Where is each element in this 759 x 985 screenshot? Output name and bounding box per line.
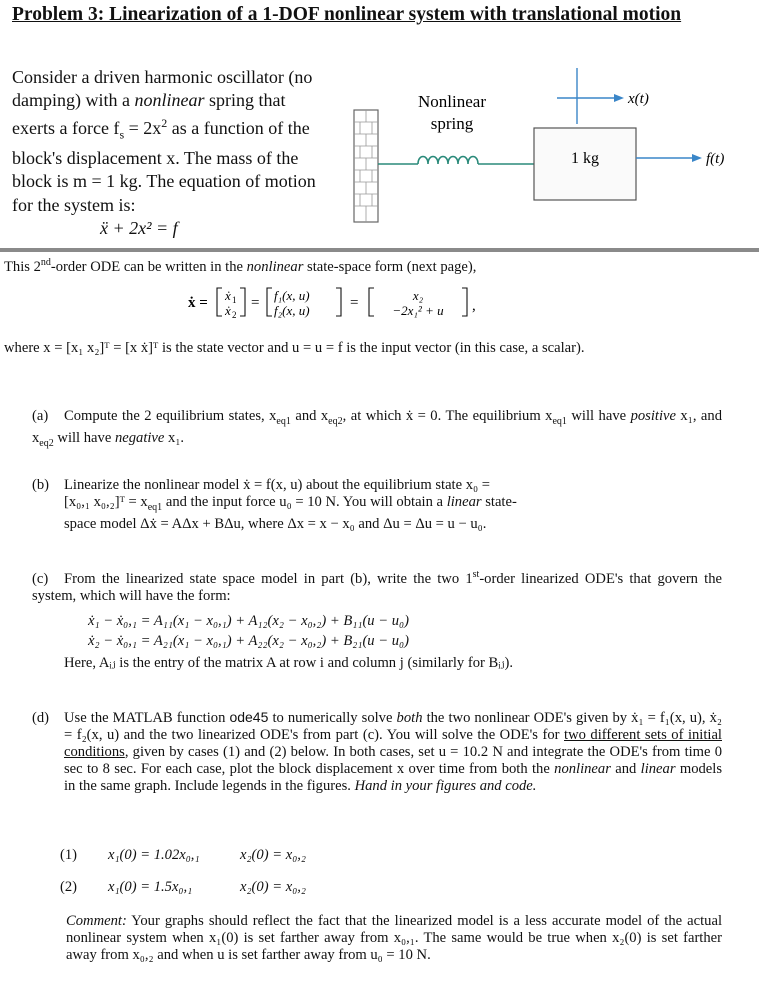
intro-text: spring that exerts a force f — [12, 90, 286, 139]
part-emph: Hand in your figures and code. — [354, 778, 537, 794]
case-x1: x₁(0) = 1.5x₀,₁ — [108, 879, 193, 895]
linearized-ode-2: ẋ₂ − ẋ₀,₁ = A₂₁(x₁ − x₀,₁) + A₂₂(x₂ − x₀,₂) + B₂₁(u − u₀) — [88, 632, 409, 649]
part-text: , given by cases (1) and (2) below. In both cases, set u = 10.2 N and integrate the ODE's from time 0 sec to 8 sec. For each case, plot the block displacement x over time from both the — [64, 744, 722, 777]
part-b — [32, 477, 722, 533]
part-text: Compute the 2 equilibrium states, x — [64, 408, 277, 424]
linearized-ode-1: ẋ₁ − ẋ₀,₁ = A₁₁(x₁ − x₀,₁) + A₁₂(x₂ − x₀,₂) + B₁₁(u − u₀) — [88, 612, 409, 629]
underlined-text: two different sets of initial conditions — [64, 727, 722, 760]
vector-subscript: 2 — [232, 310, 237, 320]
part-label: (a) — [32, 408, 49, 424]
force-label: f(t) — [706, 151, 725, 167]
part-text: models in the same graph. Include legends in the figures. — [64, 761, 722, 794]
intro-emph: nonlinear — [134, 90, 205, 111]
subscript: eq1 — [552, 415, 567, 427]
part-text: Linearize the nonlinear model ẋ = f(x, u) about the equilibrium state x₀ = — [64, 477, 490, 493]
initial-condition-case-1 — [60, 847, 306, 864]
para-text: -order ODE can be written in the — [50, 258, 247, 275]
equation-of-motion: ẍ + 2x² = f — [100, 217, 178, 238]
part-text: and x — [290, 408, 329, 424]
part-c — [32, 566, 722, 672]
part-text: state- — [481, 494, 517, 510]
part-emph: both — [396, 710, 423, 726]
svg-text:,: , — [472, 298, 476, 314]
mass-label: 1 kg — [571, 150, 599, 167]
initial-condition-case-2 — [60, 879, 306, 896]
vector-entry: ẋ — [225, 303, 231, 318]
spring — [378, 157, 534, 165]
para-text: state-space form (next page), — [303, 258, 477, 275]
intro-text: = 2x — [124, 118, 162, 139]
part-text: x₁. — [164, 429, 185, 446]
part-emph: negative — [114, 429, 165, 446]
case-x1: x₁(0) = 1.02x₀,₁ — [108, 847, 200, 863]
spring-label-line-2: spring — [430, 114, 474, 133]
part-emph: linear — [640, 761, 676, 777]
arrowhead-icon — [692, 154, 702, 162]
comment-paragraph — [66, 913, 722, 964]
part-label: (d) — [32, 710, 50, 726]
part-text: [x₀,₁ x₀,₂]ᵀ = x — [64, 494, 148, 510]
section-divider — [0, 248, 759, 252]
part-text: will have — [566, 408, 631, 424]
svg-text:=: = — [350, 295, 359, 311]
vector-entry: −2x₁² + u — [392, 303, 444, 318]
comment-text: Your graphs should reflect the fact that the linearized model is a less accurate model of the actual nonlinear system when x₁(0) is set farther away from x₀,₁. The same would be true when x₂(0) is set farther away from x₀,₂ and when u is set farther away from u₀ = 10 N. — [66, 913, 722, 963]
part-emph: nonlinear — [554, 761, 611, 777]
subscript: eq2 — [328, 415, 343, 427]
vector-entry: x₂ — [412, 288, 424, 303]
case-number: (2) — [60, 879, 78, 895]
intro-text: Consider a driven harmonic oscillator (no damping) with a — [12, 67, 313, 111]
vector-entry: f₁(x, u) — [274, 288, 310, 303]
part-emph: positive — [630, 408, 676, 424]
para-emph: nonlinear — [246, 258, 304, 275]
state-space-intro — [4, 254, 752, 276]
part-emph: linear — [446, 494, 482, 510]
comment-label: Comment: — [66, 913, 127, 929]
subscript: eq1 — [276, 415, 291, 427]
part-text: and the input force u₀ = 10 N. You will obtain a — [162, 494, 447, 510]
part-text: x₁, and x — [32, 408, 722, 446]
case-x2: x₂(0) = x₀,₂ — [240, 879, 306, 895]
superscript: nd — [40, 257, 51, 268]
case-number: (1) — [60, 847, 78, 863]
intro-paragraph: Consider a driven harmonic oscillator (no damping) with a nonlinear spring that exerts a force $f_s = 2x^2$ as a function of the block's displacement x. The mass of the block is m = 1 kg. The equation of motion for the system is: ẍ + 2x² = f — [12, 66, 330, 240]
part-text: From the linearized state space model in part (b), write the two 1 — [64, 570, 473, 587]
vector-subscript: 1 — [232, 295, 237, 305]
part-text: space model Δẋ = AΔx + BΔu, where Δx = x − x₀ and Δu = Δu = u − u₀. — [64, 515, 487, 532]
part-text: -order linearized ODE's that govern the system, which will have the form: — [32, 570, 722, 604]
problem-title: Problem 3: Linearization of a 1-DOF nonlinear system with translational motion — [12, 4, 682, 25]
part-a — [32, 408, 722, 452]
spring-mass-diagram — [352, 66, 752, 236]
state-derivative-lhs: ẋ = — [188, 295, 208, 311]
part-d — [32, 709, 722, 795]
subscript: eq1 — [147, 501, 163, 513]
state-space-equation — [0, 280, 759, 324]
part-label: (b) — [32, 477, 50, 493]
part-text: and — [610, 761, 641, 777]
superscript: st — [472, 569, 480, 580]
spring-label-line-1: Nonlinear — [418, 92, 486, 111]
part-label: (c) — [32, 570, 49, 587]
state-vector-definition: where x = [x₁ x₂]ᵀ = [x ẋ]ᵀ is the state vector and u = u = f is the input vector (in this case, a scalar). — [4, 340, 585, 356]
part-text: the two nonlinear ODE's given by ẋ₁ = f₁(x, u), ẋ₂ = f₂(x, u) and the two linearized ODE's from part (c). You will solve the ODE's for — [64, 710, 722, 743]
intro-text: as a function of the block's displacement x. The mass of the block is m = 1 kg. The equation of motion for the system is: — [12, 118, 316, 215]
matlab-function-name: ode45 — [229, 709, 269, 725]
vector-entry: ẋ — [225, 288, 231, 303]
matrix-entry-note: Here, Aᵢⱼ is the entry of the matrix A at row i and column j (similarly for Bᵢⱼ). — [64, 654, 513, 671]
subscript: eq2 — [39, 437, 54, 449]
displacement-label: x(t) — [628, 91, 649, 107]
part-text: , at which ẋ = 0. The equilibrium x — [342, 408, 553, 424]
svg-text:=: = — [251, 295, 260, 311]
para-text: This 2 — [4, 258, 41, 275]
wall — [354, 110, 378, 222]
case-x2: x₂(0) = x₀,₂ — [240, 847, 306, 863]
vector-entry: f₂(x, u) — [274, 303, 310, 318]
arrowhead-icon — [614, 94, 624, 102]
part-text: Use the MATLAB function — [64, 710, 230, 726]
part-text: will have — [53, 429, 115, 446]
part-text: to numerically solve — [268, 710, 397, 726]
